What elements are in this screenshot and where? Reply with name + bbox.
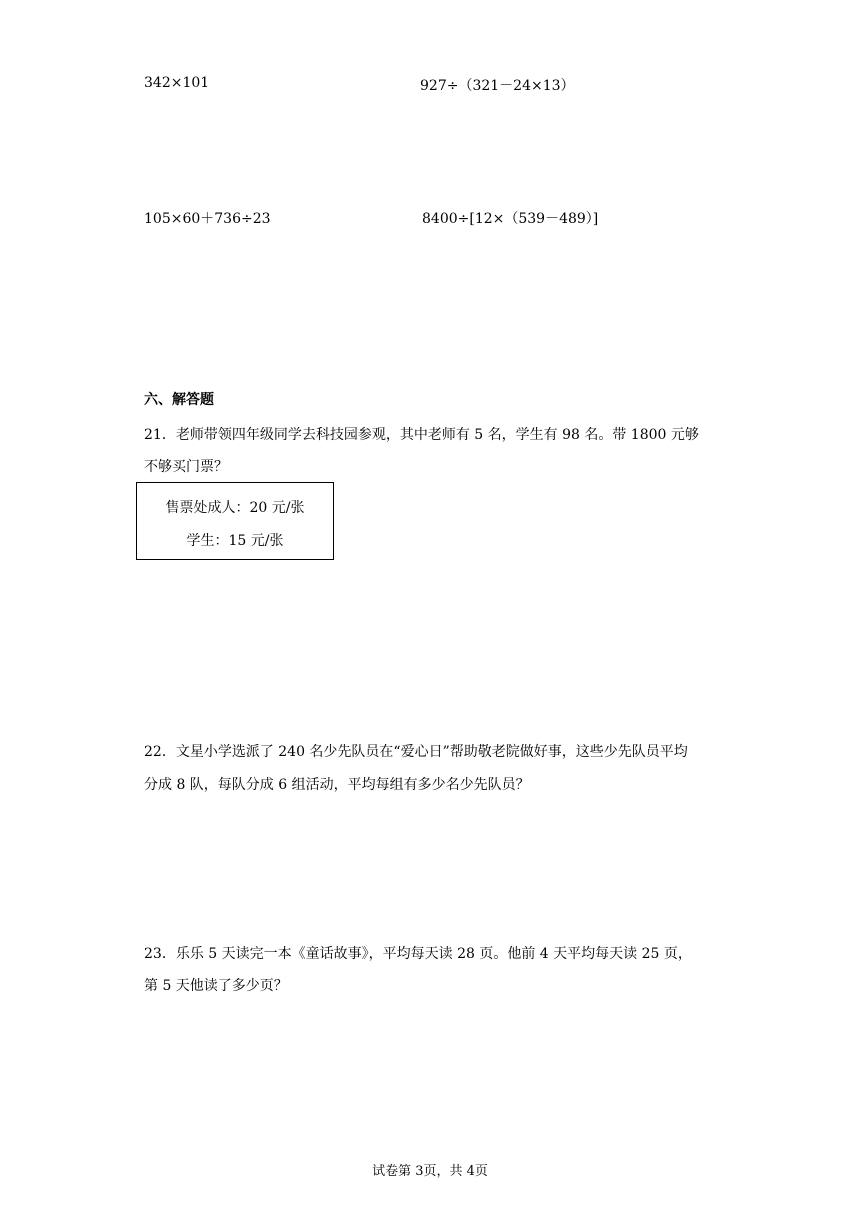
calculation-1: 342×101 <box>144 75 210 91</box>
q21-line-2: 不够买门票？ <box>144 459 228 475</box>
calculation-4: 8400÷[12×（539－489）] <box>422 211 599 227</box>
q21-line-1: 21．老师带领四年级同学去科技园参观，其中老师有 5 名，学生有 98 名。带 1800 元够 <box>144 427 699 443</box>
section-title: 六、解答题 <box>144 392 214 408</box>
q23-line-2: 第 5 天他读了多少页？ <box>144 978 288 994</box>
adult-price-text: 售票处成人：20 元/张 <box>165 500 305 516</box>
student-price-text: 学生：15 元/张 <box>186 533 284 549</box>
page-footer: 试卷第 3页，共 4页 <box>372 1164 488 1179</box>
calculation-2: 927÷（321－24×13） <box>420 78 575 94</box>
calculation-3: 105×60＋736÷23 <box>144 211 271 227</box>
ticket-price-box <box>136 482 334 560</box>
q22-line-1: 22．文星小学选派了 240 名少先队员在“爱心日”帮助敬老院做好事，这些少先队员平均 <box>144 744 688 760</box>
q23-line-1: 23．乐乐 5 天读完一本《童话故事》，平均每天读 28 页。他前 4 天平均每天读 25 页， <box>144 946 692 962</box>
q22-line-2: 分成 8 队，每队分成 6 组活动，平均每组有多少名少先队员？ <box>144 777 530 793</box>
